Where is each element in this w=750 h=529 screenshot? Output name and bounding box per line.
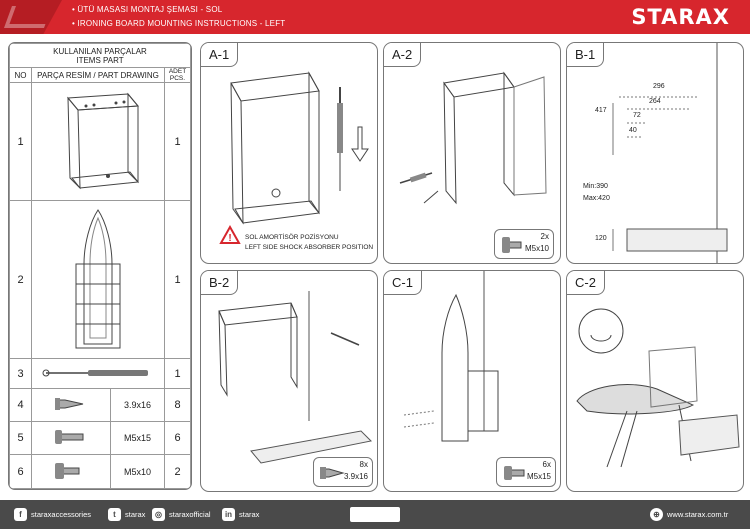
part-drawing-shock bbox=[32, 359, 165, 389]
footer-facebook[interactable] bbox=[14, 508, 91, 521]
table-row bbox=[10, 83, 191, 201]
dim-296: 296 bbox=[653, 83, 665, 90]
part-drawing-frame bbox=[32, 83, 165, 201]
dim-120: 120 bbox=[595, 235, 607, 242]
panel-label: C-1 bbox=[384, 271, 422, 295]
row-no: 2 bbox=[10, 201, 32, 359]
hardware-callout bbox=[494, 229, 554, 259]
ironing-board-drawing bbox=[38, 204, 158, 354]
dimension-drawing bbox=[567, 43, 744, 264]
footer-instagram[interactable] bbox=[152, 508, 211, 521]
row-qty: 1 bbox=[165, 359, 191, 389]
warning-text bbox=[245, 233, 373, 253]
screw-icon bbox=[317, 463, 345, 483]
table-row bbox=[10, 201, 191, 359]
hardware-qty: 6x bbox=[542, 460, 551, 469]
screw-icon bbox=[32, 389, 111, 422]
facebook-icon: f bbox=[14, 508, 27, 521]
panel-label: B-2 bbox=[201, 271, 238, 295]
parts-title: KULLANILAN PARÇALAR ITEMS PART bbox=[10, 44, 191, 68]
row-spec: 3.9x16 bbox=[110, 389, 164, 422]
panel-label: B-1 bbox=[567, 43, 604, 67]
hardware-spec: 3.9x16 bbox=[343, 472, 368, 481]
row-qty: 8 bbox=[165, 389, 191, 422]
header-title-en: • IRONING BOARD MOUNTING INSTRUCTIONS - LEFT bbox=[72, 19, 286, 28]
row-qty: 1 bbox=[165, 83, 191, 201]
row-qty: 2 bbox=[165, 455, 191, 489]
twitter-handle: starax bbox=[125, 510, 146, 519]
warning-line-tr: SOL AMORTİSÖR POZİSYONU bbox=[245, 234, 339, 241]
frame-drawing bbox=[38, 86, 158, 196]
bolt-icon bbox=[499, 235, 525, 255]
row-no: 4 bbox=[10, 389, 32, 422]
frame-with-shock-drawing bbox=[201, 43, 378, 264]
hardware-qty: 8x bbox=[359, 460, 368, 469]
parts-table bbox=[8, 42, 192, 490]
linkedin-icon: in bbox=[222, 508, 235, 521]
instagram-handle: staraxofficial bbox=[169, 510, 211, 519]
row-no: 1 bbox=[10, 83, 32, 201]
shock-absorber-drawing bbox=[38, 365, 158, 381]
footer-twitter[interactable] bbox=[108, 508, 145, 521]
part-drawing-board bbox=[32, 201, 165, 359]
hardware-spec: M5x15 bbox=[526, 472, 551, 481]
row-no: 5 bbox=[10, 422, 32, 455]
hardware-callout bbox=[313, 457, 373, 487]
certification-badge bbox=[350, 507, 400, 522]
row-qty: 1 bbox=[165, 201, 191, 359]
hardware-qty: 2x bbox=[540, 232, 549, 241]
board-open-drawing bbox=[567, 271, 744, 492]
table-row bbox=[10, 389, 191, 422]
panel-a2 bbox=[383, 42, 561, 264]
svg-text:!: ! bbox=[228, 233, 232, 244]
panel-label: C-2 bbox=[567, 271, 605, 295]
panel-c2 bbox=[566, 270, 744, 492]
facebook-handle: staraxaccessories bbox=[31, 510, 92, 519]
col-no: NO bbox=[10, 68, 32, 83]
globe-icon: ⊕ bbox=[650, 508, 663, 521]
row-no: 3 bbox=[10, 359, 32, 389]
row-no: 6 bbox=[10, 455, 32, 489]
row-spec: M5x10 bbox=[110, 455, 164, 489]
table-row bbox=[10, 359, 191, 389]
dim-417: 417 bbox=[595, 107, 607, 114]
header bbox=[0, 0, 750, 34]
instagram-icon: ◎ bbox=[152, 508, 165, 521]
table-row bbox=[10, 422, 191, 455]
col-drawing: PARÇA RESİM / PART DRAWING bbox=[32, 68, 165, 83]
bolt-icon bbox=[501, 463, 527, 483]
hardware-callout bbox=[496, 457, 556, 487]
header-check-icon bbox=[4, 6, 52, 28]
twitter-icon: t bbox=[108, 508, 121, 521]
panel-a1 bbox=[200, 42, 378, 264]
dim-min: Min:390 bbox=[583, 183, 608, 190]
panel-b1 bbox=[566, 42, 744, 264]
linkedin-handle: starax bbox=[239, 510, 260, 519]
col-qty: ADET PCS. bbox=[165, 68, 191, 83]
row-spec: M5x15 bbox=[110, 422, 164, 455]
dim-72: 72 bbox=[633, 112, 641, 119]
dim-40: 40 bbox=[629, 127, 637, 134]
warning-line-en: LEFT SIDE SHOCK ABSORBER POSITION bbox=[245, 244, 374, 251]
table-row bbox=[10, 455, 191, 489]
footer-website[interactable] bbox=[650, 508, 728, 521]
dim-264: 264 bbox=[649, 98, 661, 105]
website-url: www.starax.com.tr bbox=[667, 510, 729, 519]
panel-b2 bbox=[200, 270, 378, 492]
header-title-tr: • ÜTÜ MASASI MONTAJ ŞEMASI - SOL bbox=[72, 5, 223, 14]
row-qty: 6 bbox=[165, 422, 191, 455]
panel-label: A-1 bbox=[201, 43, 238, 67]
brand-logo: STARAX bbox=[631, 5, 730, 29]
panel-label: A-2 bbox=[384, 43, 421, 67]
bolt-icon bbox=[32, 422, 111, 455]
bolt-icon bbox=[32, 455, 111, 489]
panel-c1 bbox=[383, 270, 561, 492]
dim-max: Max:420 bbox=[583, 195, 610, 202]
footer-linkedin[interactable] bbox=[222, 508, 259, 521]
footer bbox=[0, 500, 750, 529]
hardware-spec: M5x10 bbox=[524, 244, 549, 253]
